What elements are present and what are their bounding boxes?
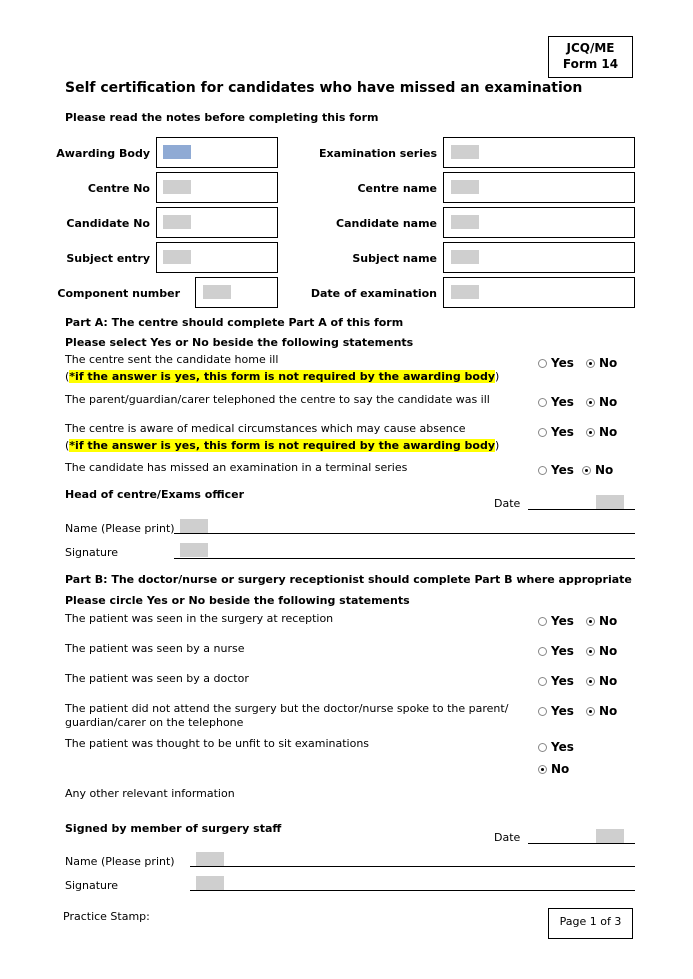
no-label: No: [599, 425, 618, 439]
radio-selected-icon: [586, 677, 595, 686]
part-b-statement-5: The patient was thought to be unfit to sit examinations: [65, 737, 370, 750]
label-subject-name: Subject name: [352, 252, 437, 265]
radio-icon: [538, 677, 547, 686]
part-b-date-input[interactable]: [596, 829, 624, 843]
page-indicator: Page 1 of 3: [559, 915, 622, 928]
part-b-signoff-heading: Signed by member of surgery staff: [65, 822, 282, 835]
page-title: Self certification for candidates who have missed an examination: [65, 80, 583, 96]
no-label: No: [599, 614, 618, 628]
radio-icon: [538, 359, 547, 368]
part-b-3-no[interactable]: [586, 674, 617, 688]
yes-label: Yes: [551, 644, 574, 658]
label-component-number: Component number: [57, 287, 180, 300]
part-b-statement-3: The patient was seen by a doctor: [65, 672, 249, 685]
part-b-date-line: [528, 843, 635, 844]
part-a-signature-line: [174, 558, 635, 559]
note-close: ): [495, 439, 500, 452]
radio-icon: [538, 743, 547, 752]
label-date-of-examination: Date of examination: [310, 287, 437, 300]
note-close: ): [495, 370, 500, 383]
label-awarding-body: Awarding Body: [56, 147, 150, 160]
no-label: No: [551, 762, 570, 776]
part-b-heading: Part B: The doctor/nurse or surgery receptionist should complete Part B where appropriate: [65, 573, 632, 586]
label-examination-series: Examination series: [319, 147, 437, 160]
part-a-note-1: [65, 370, 499, 383]
part-b-name-line: [190, 866, 635, 867]
part-b-statement-2: The patient was seen by a nurse: [65, 642, 245, 655]
label-candidate-name: Candidate name: [336, 217, 437, 230]
radio-icon: [538, 647, 547, 656]
yes-label: Yes: [551, 614, 574, 628]
radio-selected-icon: [538, 765, 547, 774]
part-a-signoff-heading: Head of centre/Exams officer: [65, 488, 245, 501]
centre-no-input[interactable]: [163, 180, 191, 194]
part-a-instruction: Please select Yes or No beside the following statements: [65, 336, 414, 349]
yes-label: Yes: [551, 425, 574, 439]
part-b-5-no[interactable]: [538, 762, 569, 776]
label-centre-name: Centre name: [357, 182, 437, 195]
part-a-date-line: [528, 509, 635, 510]
part-a-signature-input[interactable]: [180, 543, 208, 557]
part-b-signature-label: Signature: [65, 879, 119, 892]
label-candidate-no: Candidate No: [66, 217, 150, 230]
subject-entry-input[interactable]: [163, 250, 191, 264]
no-label: No: [595, 463, 614, 477]
part-b-2-no[interactable]: [586, 644, 617, 658]
other-info-label: Any other relevant information: [65, 787, 235, 800]
part-a-statement-3: The centre is aware of medical circumstances which may cause absence: [65, 422, 466, 435]
label-subject-entry: Subject entry: [66, 252, 150, 265]
part-b-date-label: Date: [494, 831, 521, 844]
part-a-3-no[interactable]: [586, 425, 617, 439]
part-b-2-yes[interactable]: [538, 644, 574, 658]
part-b-name-input[interactable]: [196, 852, 224, 866]
awarding-body-input[interactable]: [163, 145, 191, 159]
part-b-name-label: Name (Please print): [65, 855, 175, 868]
part-a-2-no[interactable]: [586, 395, 617, 409]
subject-name-input[interactable]: [451, 250, 479, 264]
part-b-signature-input[interactable]: [196, 876, 224, 890]
note-text: *if the answer is yes, this form is not required by the awarding body: [69, 370, 496, 383]
part-a-1-no[interactable]: [586, 356, 617, 370]
no-label: No: [599, 674, 618, 688]
radio-icon: [538, 428, 547, 437]
date-of-examination-input[interactable]: [451, 285, 479, 299]
part-b-4-yes[interactable]: [538, 704, 574, 718]
component-number-input[interactable]: [203, 285, 231, 299]
radio-icon: [538, 617, 547, 626]
radio-selected-icon: [586, 647, 595, 656]
yes-label: Yes: [551, 704, 574, 718]
yes-label: Yes: [551, 356, 574, 370]
part-b-5-yes[interactable]: [538, 740, 574, 754]
form-code-line1: JCQ/ME: [566, 41, 615, 55]
no-label: No: [599, 356, 618, 370]
part-b-statement-1: The patient was seen in the surgery at reception: [65, 612, 334, 625]
radio-selected-icon: [586, 707, 595, 716]
part-a-heading: Part A: The centre should complete Part A of this form: [65, 316, 404, 329]
part-a-statement-1: The centre sent the candidate home ill: [65, 353, 279, 366]
part-a-2-yes[interactable]: [538, 395, 574, 409]
part-a-note-3: [65, 439, 499, 452]
part-a-3-yes[interactable]: [538, 425, 574, 439]
note-open: (: [65, 439, 70, 452]
part-b-1-no[interactable]: [586, 614, 617, 628]
part-b-4-no[interactable]: [586, 704, 617, 718]
part-a-name-input[interactable]: [180, 519, 208, 533]
part-b-instruction: Please circle Yes or No beside the following statements: [65, 594, 410, 607]
radio-icon: [538, 398, 547, 407]
radio-selected-icon: [586, 398, 595, 407]
part-a-statement-4: The candidate has missed an examination in a terminal series: [65, 461, 408, 474]
label-centre-no: Centre No: [87, 182, 150, 195]
centre-name-input[interactable]: [451, 180, 479, 194]
yes-label: Yes: [551, 463, 574, 477]
radio-selected-icon: [586, 428, 595, 437]
part-b-3-yes[interactable]: [538, 674, 574, 688]
yes-label: Yes: [551, 674, 574, 688]
form-code-line2: Form 14: [562, 57, 619, 71]
part-b-statement-4-line2: guardian/carer on the telephone: [65, 716, 244, 729]
part-a-name-label: Name (Please print): [65, 522, 175, 535]
radio-selected-icon: [582, 466, 591, 475]
examination-series-input[interactable]: [451, 145, 479, 159]
page-subtitle: Please read the notes before completing this form: [65, 111, 379, 124]
radio-selected-icon: [586, 617, 595, 626]
yes-label: Yes: [551, 740, 574, 754]
part-a-date-label: Date: [494, 497, 521, 510]
part-b-signature-line: [190, 890, 635, 891]
part-a-date-input[interactable]: [596, 495, 624, 509]
practice-stamp-label: Practice Stamp:: [63, 910, 150, 923]
part-a-signature-label: Signature: [65, 546, 119, 559]
no-label: No: [599, 644, 618, 658]
radio-icon: [538, 707, 547, 716]
yes-label: Yes: [551, 395, 574, 409]
no-label: No: [599, 704, 618, 718]
candidate-name-input[interactable]: [451, 215, 479, 229]
radio-icon: [538, 466, 547, 475]
part-a-4-yes[interactable]: [538, 463, 574, 477]
part-a-statement-2: The parent/guardian/carer telephoned the centre to say the candidate was ill: [65, 393, 490, 406]
part-b-statement-4: The patient did not attend the surgery but the doctor/nurse spoke to the parent/: [65, 702, 509, 715]
part-a-name-line: [174, 533, 635, 534]
note-open: (: [65, 370, 70, 383]
part-b-1-yes[interactable]: [538, 614, 574, 628]
part-a-4-no[interactable]: [582, 463, 613, 477]
candidate-no-input[interactable]: [163, 215, 191, 229]
no-label: No: [599, 395, 618, 409]
note-text: *if the answer is yes, this form is not required by the awarding body: [69, 439, 496, 452]
radio-selected-icon: [586, 359, 595, 368]
part-a-1-yes[interactable]: [538, 356, 574, 370]
